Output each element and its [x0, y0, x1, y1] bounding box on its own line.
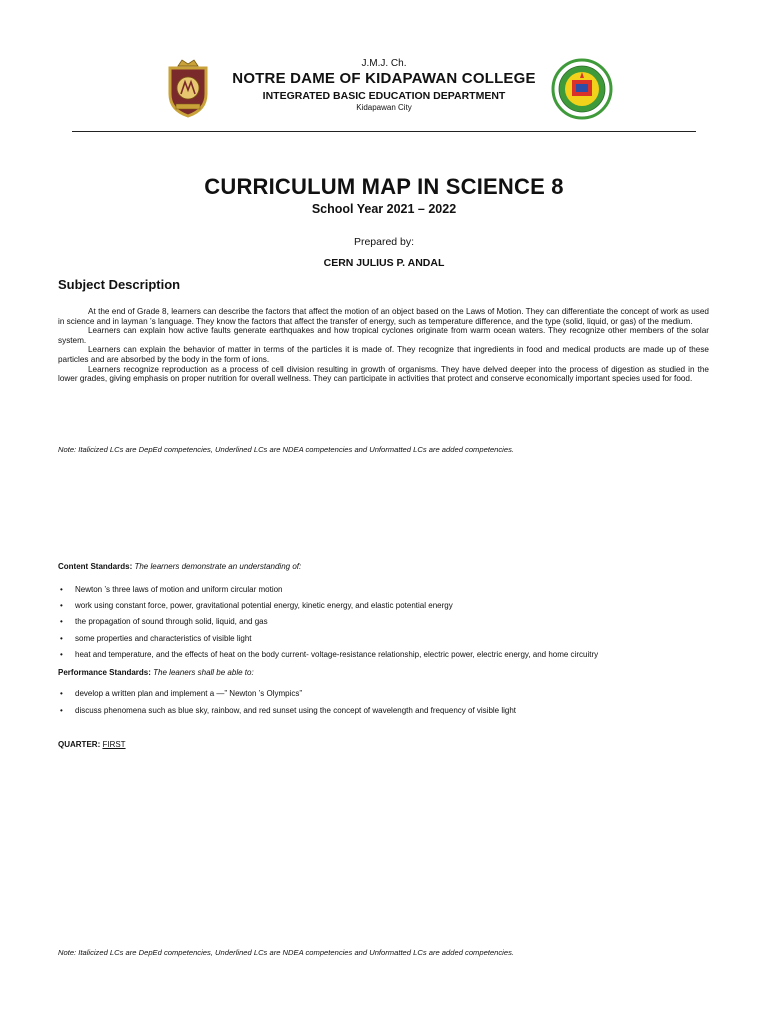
quarter-value: FIRST [102, 740, 126, 749]
school-year: School Year 2021 – 2022 [311, 202, 457, 216]
list-item: • work using constant force, power, gravitational potential energy, kinetic energy, and elastic potential energy [60, 601, 598, 617]
performance-standards-line [58, 668, 254, 677]
header-motto: J.M.J. Ch. [361, 58, 407, 69]
competency-note-footer: Note: Italicized LCs are DepEd competencies, Underlined LCs are NDEA competencies and Unformatted LCs are added competencies. [58, 948, 514, 957]
quarter-label: QUARTER [58, 740, 98, 749]
preparer-name: CERN JULIUS P. ANDAL [323, 257, 445, 269]
content-standards-intro: The learners demonstrate an understanding of: [134, 562, 302, 571]
content-standards-list [60, 585, 598, 666]
city-name: Kidapawan City [356, 103, 412, 112]
list-item: • some properties and characteristics of visible light [60, 634, 598, 650]
performance-standards-label: Performance Standards: [58, 668, 151, 677]
content-standards-line: Content Standards: The learners demonstrate an understanding of: [58, 562, 302, 571]
list-item: • Newton ’s three laws of motion and uniform circular motion [60, 585, 598, 601]
content-standards-label: Content Standards [58, 562, 130, 571]
document-title: CURRICULUM MAP IN SCIENCE 8 [204, 174, 564, 199]
list-item: • develop a written plan and implement a ―” Newton ’s Olympics” [60, 689, 516, 706]
list-item: • discuss phenomena such as blue sky, rainbow, and red sunset using the concept of wavelength and frequency of visible light [60, 706, 516, 723]
list-item: • the propagation of sound through solid, liquid, and gas [60, 617, 598, 633]
description-paragraph: Learners can explain how active faults generate earthquakes and how tropical cyclones originate from warm ocean waters. They recognize other members of the solar system. [58, 326, 709, 345]
header-divider [72, 131, 696, 132]
performance-standards-intro: The leaners shall be able to: [153, 668, 254, 677]
subject-description-heading: Subject Description [58, 277, 181, 292]
description-paragraph: At the end of Grade 8, learners can describe the factors that affect the motion of an object based on the Laws of Motion. They can differentiate the concept of work as used in science and in layman ’s language. They know the factors that affect the transfer of energy, such as temperature difference, and the type (solid, liquid, or gas) of the medium. [58, 307, 709, 326]
description-paragraph: Learners can explain the behavior of matter in terms of the particles it is made of. They recognize that ingredients in food and medical products are made up of these particles and are absorbed by the body in the form of ions. [58, 345, 709, 364]
performance-standards-list [60, 689, 516, 723]
department-name: INTEGRATED BASIC EDUCATION DEPARTMENT [262, 90, 506, 102]
subject-description-body [58, 307, 709, 384]
college-name: NOTRE DAME OF KIDAPAWAN COLLEGE [232, 70, 536, 87]
quarter-line: QUARTER: FIRST [58, 740, 126, 749]
description-paragraph: Learners recognize reproduction as a process of cell division resulting in growth of organisms. They have delved deeper into the process of digestion as studied in the lower grades, giving emphasis on proper nutrition for overall wellness. They can participate in activities that protect and conserve economically important species used for food. [58, 364, 709, 384]
competency-note: Note: Italicized LCs are DepEd competencies, Underlined LCs are NDEA competencies and Unformatted LCs are added competencies. [58, 445, 514, 454]
list-item: • heat and temperature, and the effects of heat on the body current- voltage-resistance relationship, electric power, electric energy, and home circuitry [60, 650, 598, 666]
prepared-by-label: Prepared by: [353, 236, 415, 248]
